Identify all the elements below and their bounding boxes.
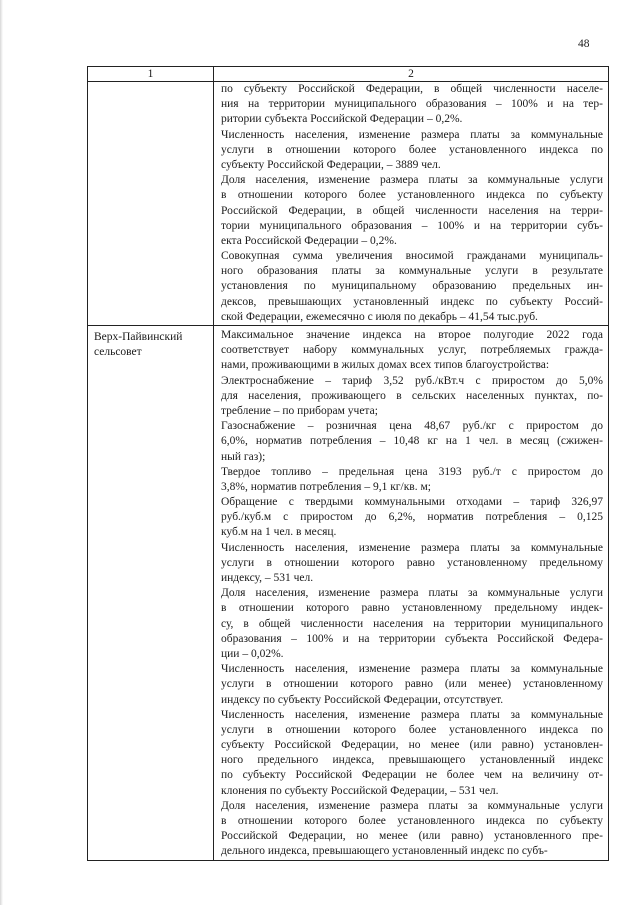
text-line: Электроснабжение – тариф 3,52 руб./кВт.ч с приростом до 5,0% xyxy=(221,374,603,387)
text-line: субъекту Российской Федерации, – 3889 чел. xyxy=(221,158,441,171)
text-line: Обращение с твердыми коммунальными отходами – тариф 326,97 xyxy=(221,496,603,509)
text-line: руб./куб.м с приростом до 6,2%, норматив потребления – 0,125 xyxy=(221,511,603,524)
row-content-cell xyxy=(214,326,609,861)
text-line: в отношении которого более установленного индекса по субъекту xyxy=(221,189,603,202)
text-line: ния на территории муниципального образования – 100% и на тер- xyxy=(221,98,603,111)
row-label-line: сельсовет xyxy=(94,346,142,359)
row-label-cell xyxy=(88,82,214,326)
text-line: услуги в отношении которого равно установленному предельному xyxy=(221,556,603,569)
document-table xyxy=(87,66,609,861)
text-line: Газоснабжение – розничная цена 48,67 руб./кг с приростом до xyxy=(221,420,603,433)
row-label-cell xyxy=(88,326,214,861)
text-line: Численность населения, изменение размера платы за коммунальные xyxy=(221,663,603,676)
paragraph xyxy=(221,799,603,860)
paragraph xyxy=(221,374,603,420)
text-line: тории муниципального образования – 100% и на территории субъ- xyxy=(221,219,603,232)
text-line: Численность населения, изменение размера платы за коммунальные xyxy=(221,541,603,554)
text-line: Доля населения, изменение размера платы за коммунальные услуги xyxy=(221,799,603,812)
text-line: Доля населения, изменение размера платы за коммунальные услуги xyxy=(221,587,603,600)
paragraph xyxy=(221,662,603,708)
text-line: Максимальное значение индекса на второе полугодие 2022 года xyxy=(221,329,603,341)
text-line: по субъекту Российской Федерации, в общей численности населе- xyxy=(221,83,603,95)
text-line: требление – по приборам учета; xyxy=(221,404,378,417)
text-line: услуги в отношении которого равно (или менее) установленному xyxy=(221,678,603,691)
text-line: образования – 100% и на территории субъекта Российской Федера- xyxy=(221,632,603,645)
paragraph xyxy=(221,173,603,249)
text-line: 6,0%, норматив потребления – 10,48 кг на 1 чел. в месяц (сжижен- xyxy=(221,435,603,448)
text-line: услуги в отношении которого более установленного индекса по xyxy=(221,143,603,156)
text-line: Численность населения, изменение размера платы за коммунальные xyxy=(221,708,603,721)
text-line: клонения по субъекту Российской Федерации, – 531 чел. xyxy=(221,784,499,797)
text-line: ный газ); xyxy=(221,450,266,463)
paragraph xyxy=(221,465,603,495)
paragraph xyxy=(221,541,603,587)
paragraph xyxy=(221,708,603,799)
text-line: в отношении которого равно установленному предельному индек- xyxy=(221,602,603,615)
text-line: в отношении которого более установленного индекса по субъекту xyxy=(221,815,603,827)
text-line: установления по муниципальному образованию предельных ин- xyxy=(221,280,603,293)
text-line: нами, проживающими в жилых домах всех типов благоустройства: xyxy=(221,359,550,372)
text-line: Российской Федерации, в общей численности населения на терри- xyxy=(221,204,603,217)
text-line: Численность населения, изменение размера платы за коммунальные xyxy=(221,128,603,141)
text-line: дексов, превышающих установленный индекс по субъекту Россий- xyxy=(221,295,603,308)
row-content-cell xyxy=(214,82,609,326)
table-header-row xyxy=(88,67,609,82)
column-header-1: 1 xyxy=(88,67,214,82)
paragraph xyxy=(221,128,603,174)
paragraph xyxy=(221,495,603,541)
text-line: ции – 0,02%. xyxy=(221,647,284,660)
text-line: Совокупная сумма увеличения вносимой гражданами муниципаль- xyxy=(221,250,603,263)
text-line: Доля населения, изменение размера платы за коммунальные услуги xyxy=(221,174,603,187)
text-line: ской Федерации, ежемесячно с июля по декабрь – 41,54 тыс.руб. xyxy=(221,310,538,323)
text-line: для населения, проживающего в сельских населенных пунктах, по- xyxy=(221,389,603,402)
text-line: услуги в отношении которого более установленного индекса по xyxy=(221,723,603,736)
text-line: ного предельного индекса, превышающего установленный индекс xyxy=(221,754,603,767)
text-line: куб.м на 1 чел. в месяц. xyxy=(221,526,337,539)
paragraph xyxy=(221,419,603,465)
text-line: по субъекту Российской Федерации не более чем на величину от- xyxy=(221,769,603,782)
paragraph xyxy=(221,586,603,662)
text-line: субъекту Российской Федерации, но менее (или равно) установлен- xyxy=(221,739,603,752)
text-line: соответствует набору коммунальных услуг, потребляемых гражда- xyxy=(221,344,603,357)
column-header-2: 2 xyxy=(214,67,609,82)
text-line: Твердое топливо – предельная цена 3193 руб./т с приростом до xyxy=(221,465,603,478)
text-line: индексу по субъекту Российской Федерации, отсутствует. xyxy=(221,693,504,706)
text-line: индексу, – 531 чел. xyxy=(221,572,314,584)
table-row xyxy=(88,82,609,326)
paragraph xyxy=(221,82,603,128)
text-line: Российской Федерации, но менее (или равно) установленного пре- xyxy=(221,830,603,843)
paragraph xyxy=(221,249,603,325)
page-number: 48 xyxy=(578,38,590,50)
text-line: дельного индекса, превышающего установленный индекс по субъ- xyxy=(221,845,548,858)
table-row xyxy=(88,326,609,861)
text-line: су, в общей численности населения на территории муниципального xyxy=(221,617,603,630)
text-line: екта Российской Федерации – 0,2%. xyxy=(221,234,397,247)
scan-edge xyxy=(0,0,3,905)
paragraph xyxy=(221,328,603,374)
row-label-line: Верх-Пайвинский xyxy=(94,331,183,343)
text-line: 3,8%, норматив потребления – 9,1 кг/кв. м; xyxy=(221,480,431,493)
text-line: ного образования платы за коммунальные услуги в результате xyxy=(221,265,603,278)
text-line: ритории субъекта Российской Федерации – 0,2%. xyxy=(221,113,463,126)
